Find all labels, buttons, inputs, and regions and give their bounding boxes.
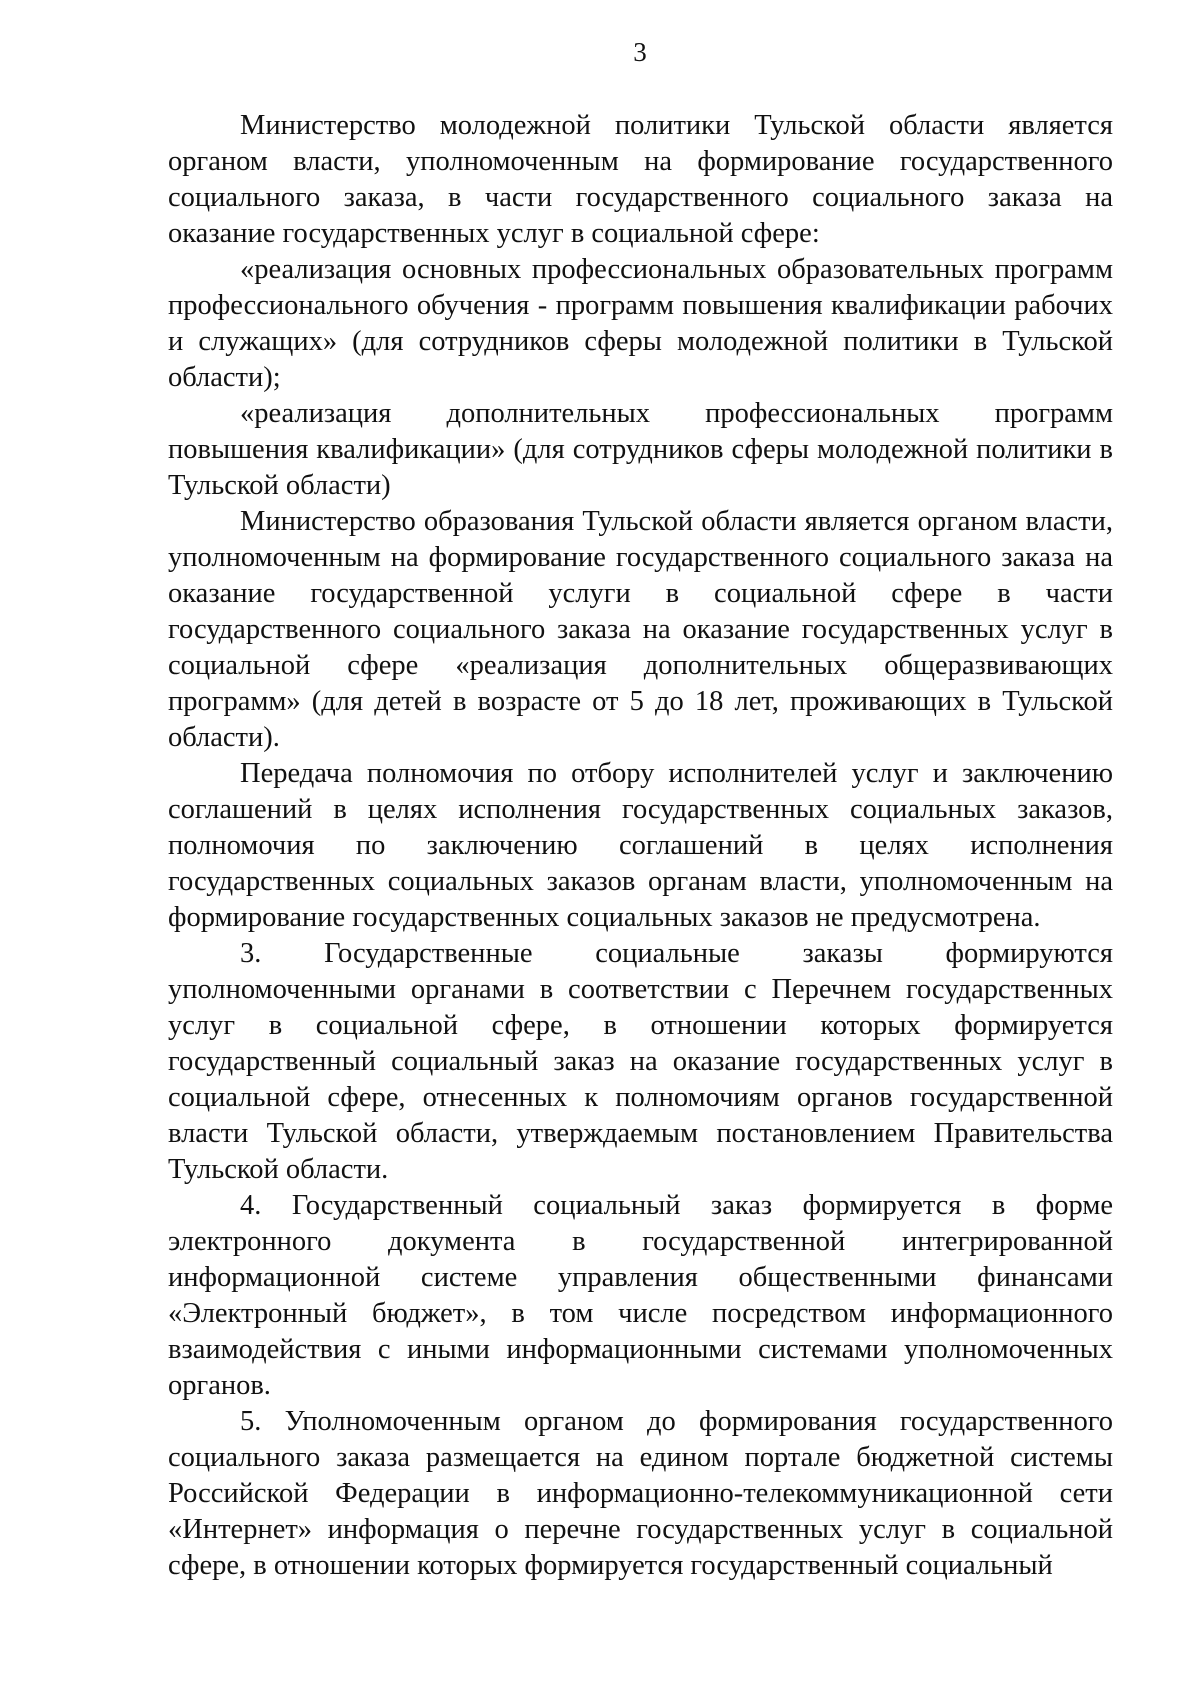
paragraph-ministry-education: Министерство образования Тульской области является органом власти, уполномоченным на формирование государственного социального заказа на оказание государственной услуги в социальной сфере в части государственного социального заказа на оказание государственных услуг в социальной сфере «реализация дополнительных общеразвивающих программ» (для детей в возрасте от 5 до 18 лет, проживающих в Тульской области).	[168, 506, 1113, 753]
paragraph-item-5: 5. Уполномоченным органом до формирования государственного социального заказа размещается на едином портале бюджетной системы Российской Федерации в информационно-телекоммуникационной сети «Интернет» информация о перечне государственных услуг в социальной сфере, в отношении которых формируется государственный социальный	[168, 1406, 1113, 1581]
page-number: 3	[633, 37, 647, 67]
paragraph-service-professional-training: «реализация основных профессиональных образовательных программ профессионального обучения - программ повышения квалификации рабочих и служащих» (для сотрудников сферы молодежной политики в Тульской области);	[168, 254, 1113, 393]
paragraph-delegation: Передача полномочия по отбору исполнителей услуг и заключению соглашений в целях исполнения государственных социальных заказов, полномочия по заключению соглашений в целях исполнения государственных социальных заказов органам власти, уполномоченным на формирование государственных социальных заказов не предусмотрена.	[168, 758, 1113, 933]
paragraph-ministry-youth: Министерство молодежной политики Тульской области является органом власти, уполномоченным на формирование государственного социального заказа, в части государственного социального заказа на оказание государственных услуг в социальной сфере:	[168, 110, 1113, 249]
paragraph-item-3: 3. Государственные социальные заказы формируются уполномоченными органами в соответствии с Перечнем государственных услуг в социальной сфере, в отношении которых формируется государственный социальный заказ на оказание государственных услуг в социальной сфере, отнесенных к полномочиям органов государственной власти Тульской области, утверждаемым постановлением Правительства Тульской области.	[168, 938, 1113, 1185]
document-body	[168, 108, 1113, 1584]
paragraph-item-4: 4. Государственный социальный заказ формируется в форме электронного документа в государственной интегрированной информационной системе управления общественными финансами «Электронный бюджет», в том числе посредством информационного взаимодействия с иными информационными системами уполномоченных органов.	[168, 1190, 1113, 1401]
paragraph-service-qualification: «реализация дополнительных профессиональных программ повышения квалификации» (для сотрудников сферы молодежной политики в Тульской области)	[168, 398, 1113, 501]
